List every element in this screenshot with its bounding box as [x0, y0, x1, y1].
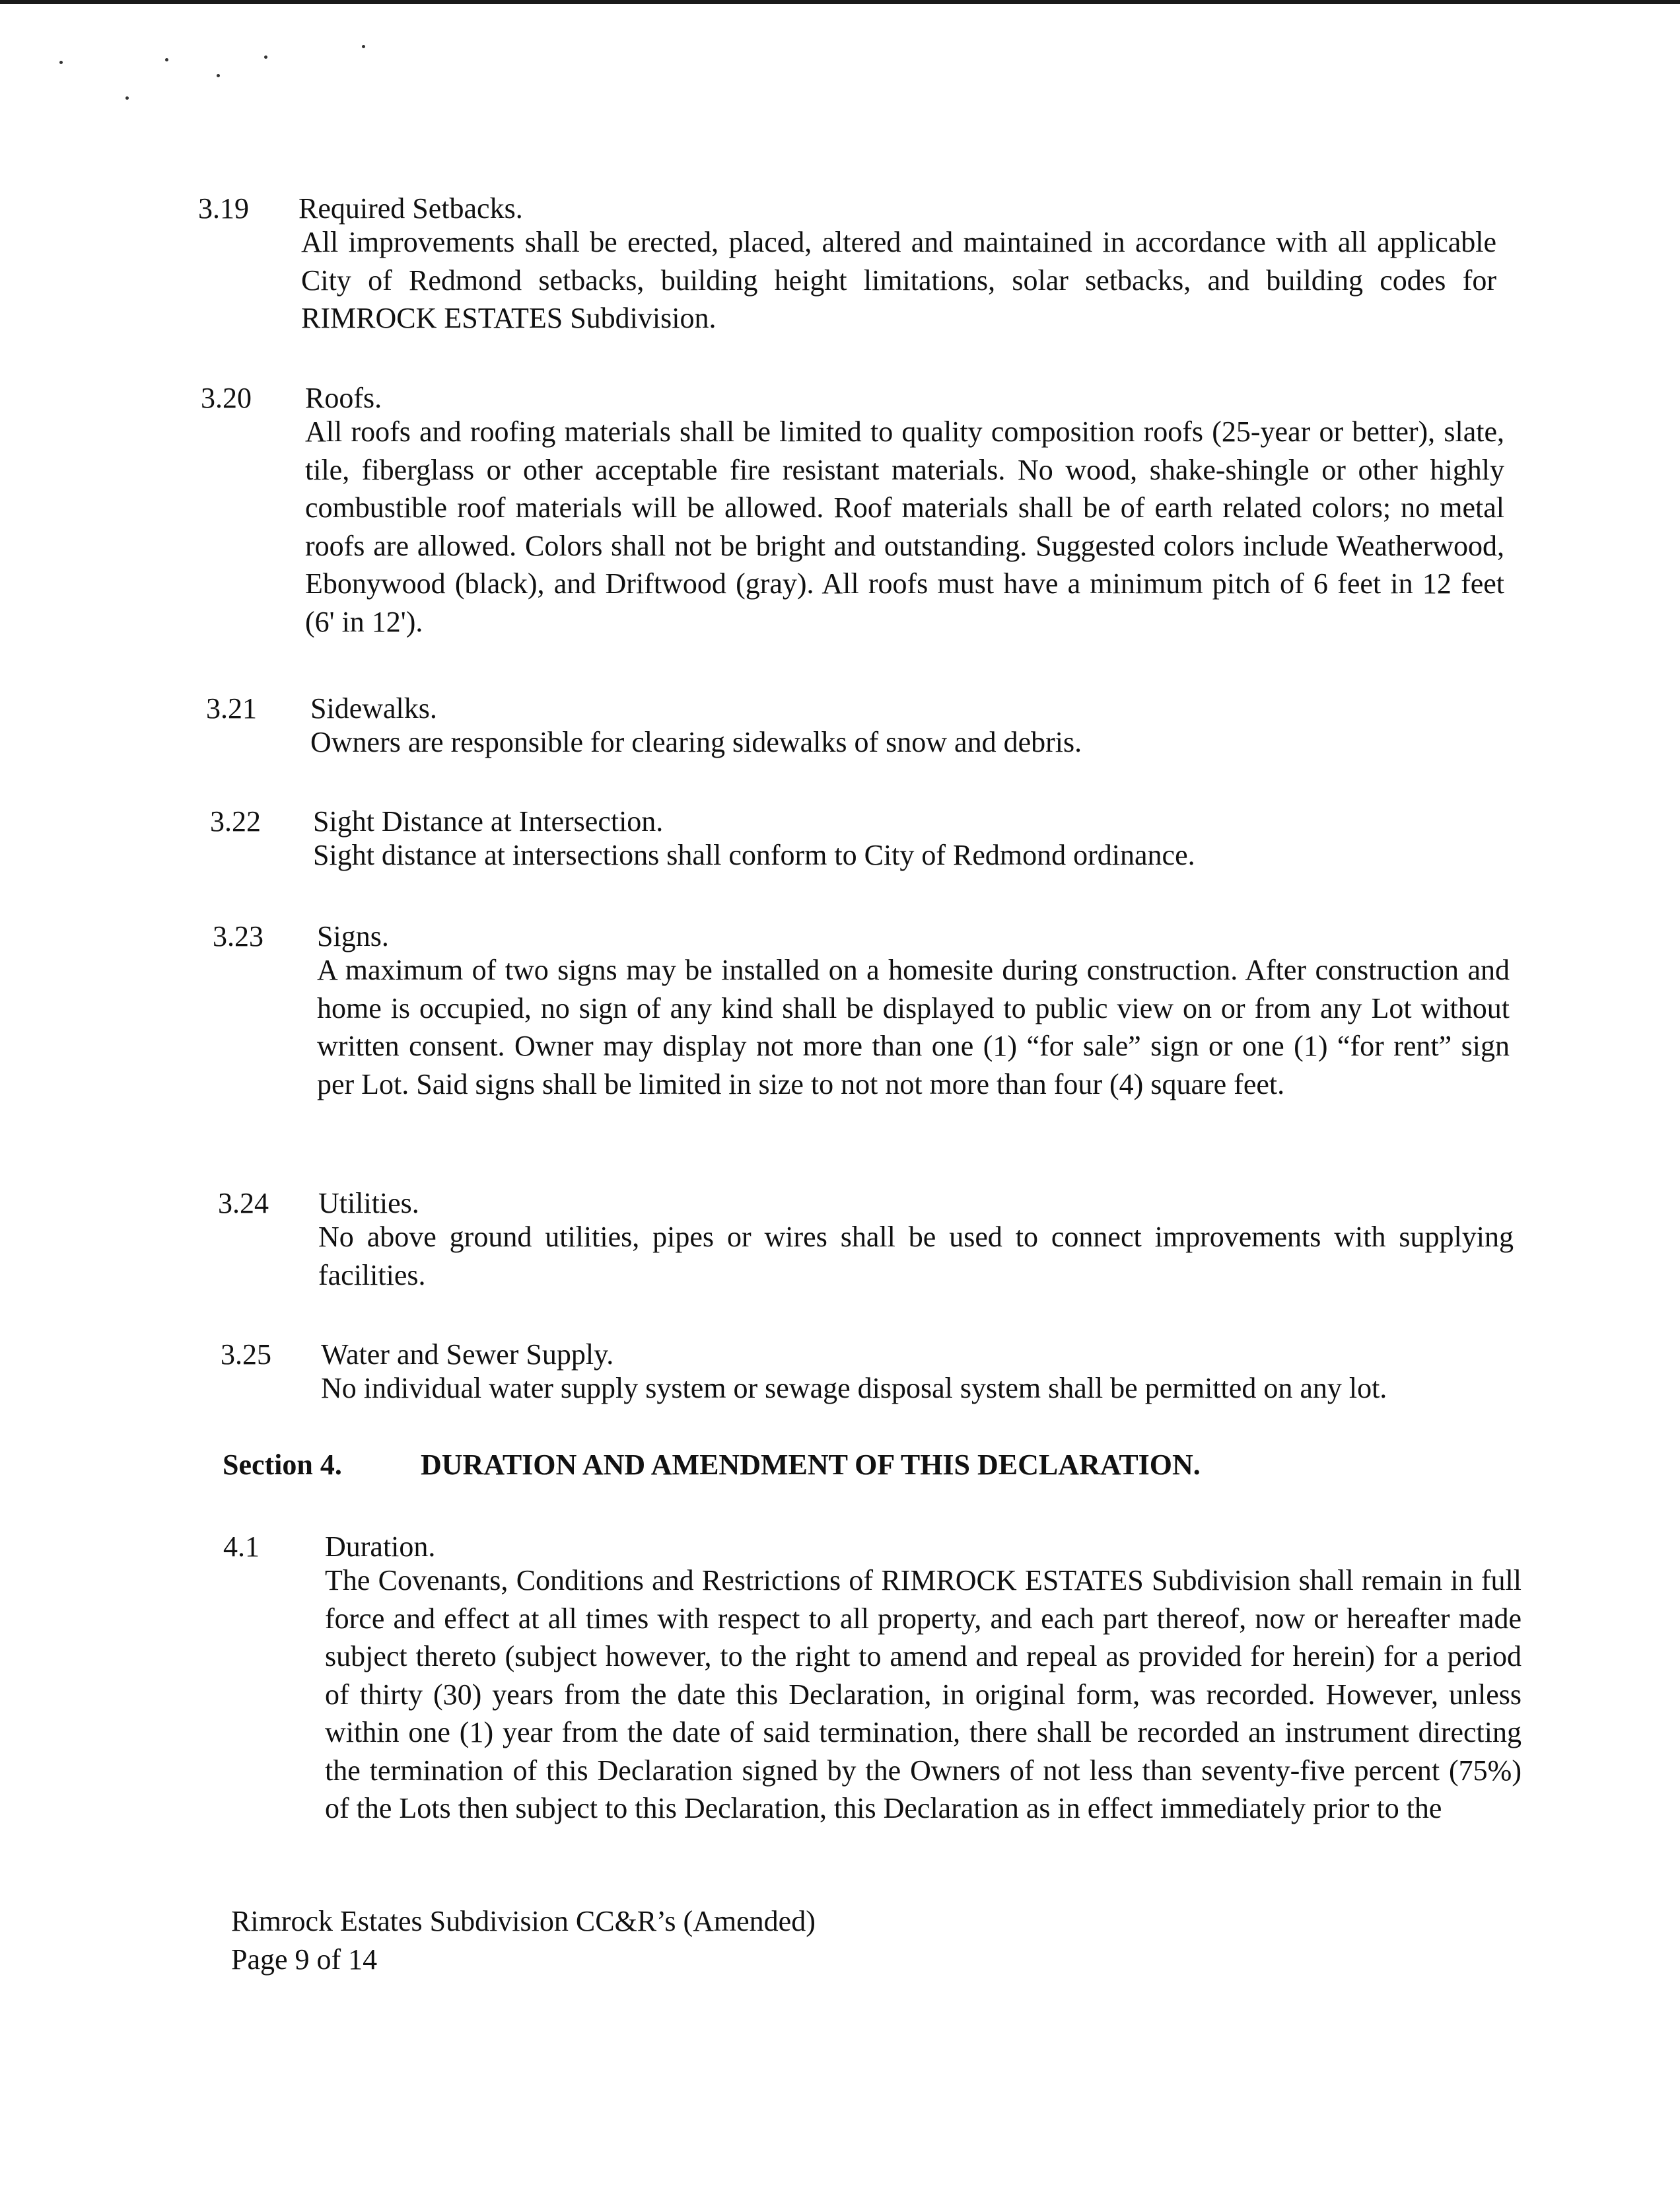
- clause-number: 3.21: [206, 692, 257, 725]
- scan-speck: [165, 58, 168, 61]
- scan-speck: [59, 61, 63, 64]
- clause-text: The Covenants, Conditions and Restrictions of RIMROCK ESTATES Subdivision shall remain in full force and effect at all times with respect to all property, and each part thereof, now or hereafter made subject thereto (subject however, to the right to amend and repeal as provided for herein) for a period of thirty (30) years from the date this Declaration, in original form, was recorded. However, unless within one (1) year from the date of said termination, there shall be recorded an instrument directing the termination of this Declaration signed by the Owners of not less than seventy-five percent (75%) of the Lots then subject to this Declaration, this Declaration as in effect immediately prior to the: [325, 1564, 1522, 1824]
- scan-speck: [362, 45, 365, 48]
- clause-number: 3.23: [213, 920, 263, 952]
- section-4-heading: [223, 1447, 1201, 1484]
- clause-number: 3.20: [201, 382, 252, 414]
- clause-number: 3.19: [198, 192, 249, 225]
- scan-speck: [264, 55, 267, 59]
- section-label: Section 4.: [223, 1449, 342, 1481]
- footer-document-title: Rimrock Estates Subdivision CC&R’s (Amended): [231, 1905, 816, 1937]
- clause-title: Utilities.: [318, 1187, 419, 1219]
- footer-page-number: Page 9 of 14: [231, 1943, 378, 1976]
- scan-speck: [217, 74, 220, 77]
- page-footer: [231, 1902, 816, 1979]
- clause-title: Sidewalks.: [310, 692, 437, 725]
- clause-number: 3.22: [210, 805, 261, 838]
- section-title: DURATION AND AMENDMENT OF THIS DECLARATION.: [421, 1449, 1201, 1481]
- clause-number: 3.24: [218, 1187, 269, 1219]
- clause-title: Sight Distance at Intersection.: [313, 805, 664, 838]
- clause-title: Duration.: [325, 1530, 436, 1563]
- clause-number: 3.25: [221, 1338, 271, 1371]
- clause-text: A maximum of two signs may be installed on a homesite during construction. After construction and home is occupied, no sign of any kind shall be displayed to public view on or from any Lot without written consent. Owner may display not more than one (1) “for sale” sign or one (1) “for rent” sign per Lot. Said signs shall be limited in size to not not more than four (4) square feet.: [317, 954, 1510, 1100]
- clause-text: Owners are responsible for clearing sidewalks of snow and debris.: [310, 726, 1082, 758]
- clause-text: No individual water supply system or sewage disposal system shall be permitted on any lot.: [321, 1372, 1387, 1404]
- clause-title: Signs.: [317, 920, 389, 952]
- clause-text: All roofs and roofing materials shall be limited to quality composition roofs (25-year or better), slate, tile, fiberglass or other acceptable fire resistant materials. No wood, shake-shingle or other highly combustible roof materials will be allowed. Roof materials shall be of earth related colors; no metal roofs are allowed. Colors shall not be bright and outstanding. Suggested colors include Weatherwood, Ebonywood (black), and Driftwood (gray). All roofs must have a minimum pitch of 6 feet in 12 feet (6' in 12').: [305, 415, 1504, 638]
- clause-text: No above ground utilities, pipes or wires shall be used to connect improvements with supplying facilities.: [318, 1221, 1514, 1291]
- top-border-line: [0, 0, 1680, 4]
- clause-title: Water and Sewer Supply.: [321, 1338, 614, 1371]
- clause-title: Roofs.: [305, 382, 382, 414]
- clause-number: 4.1: [223, 1530, 260, 1563]
- scan-speck: [125, 96, 129, 100]
- clause-text: Sight distance at intersections shall conform to City of Redmond ordinance.: [313, 839, 1195, 871]
- clause-text: All improvements shall be erected, placed, altered and maintained in accordance with all applicable City of Redmond setbacks, building height limitations, solar setbacks, and building codes for RIMROCK ESTATES Subdivision.: [301, 226, 1496, 334]
- clause-title: Required Setbacks.: [298, 192, 523, 225]
